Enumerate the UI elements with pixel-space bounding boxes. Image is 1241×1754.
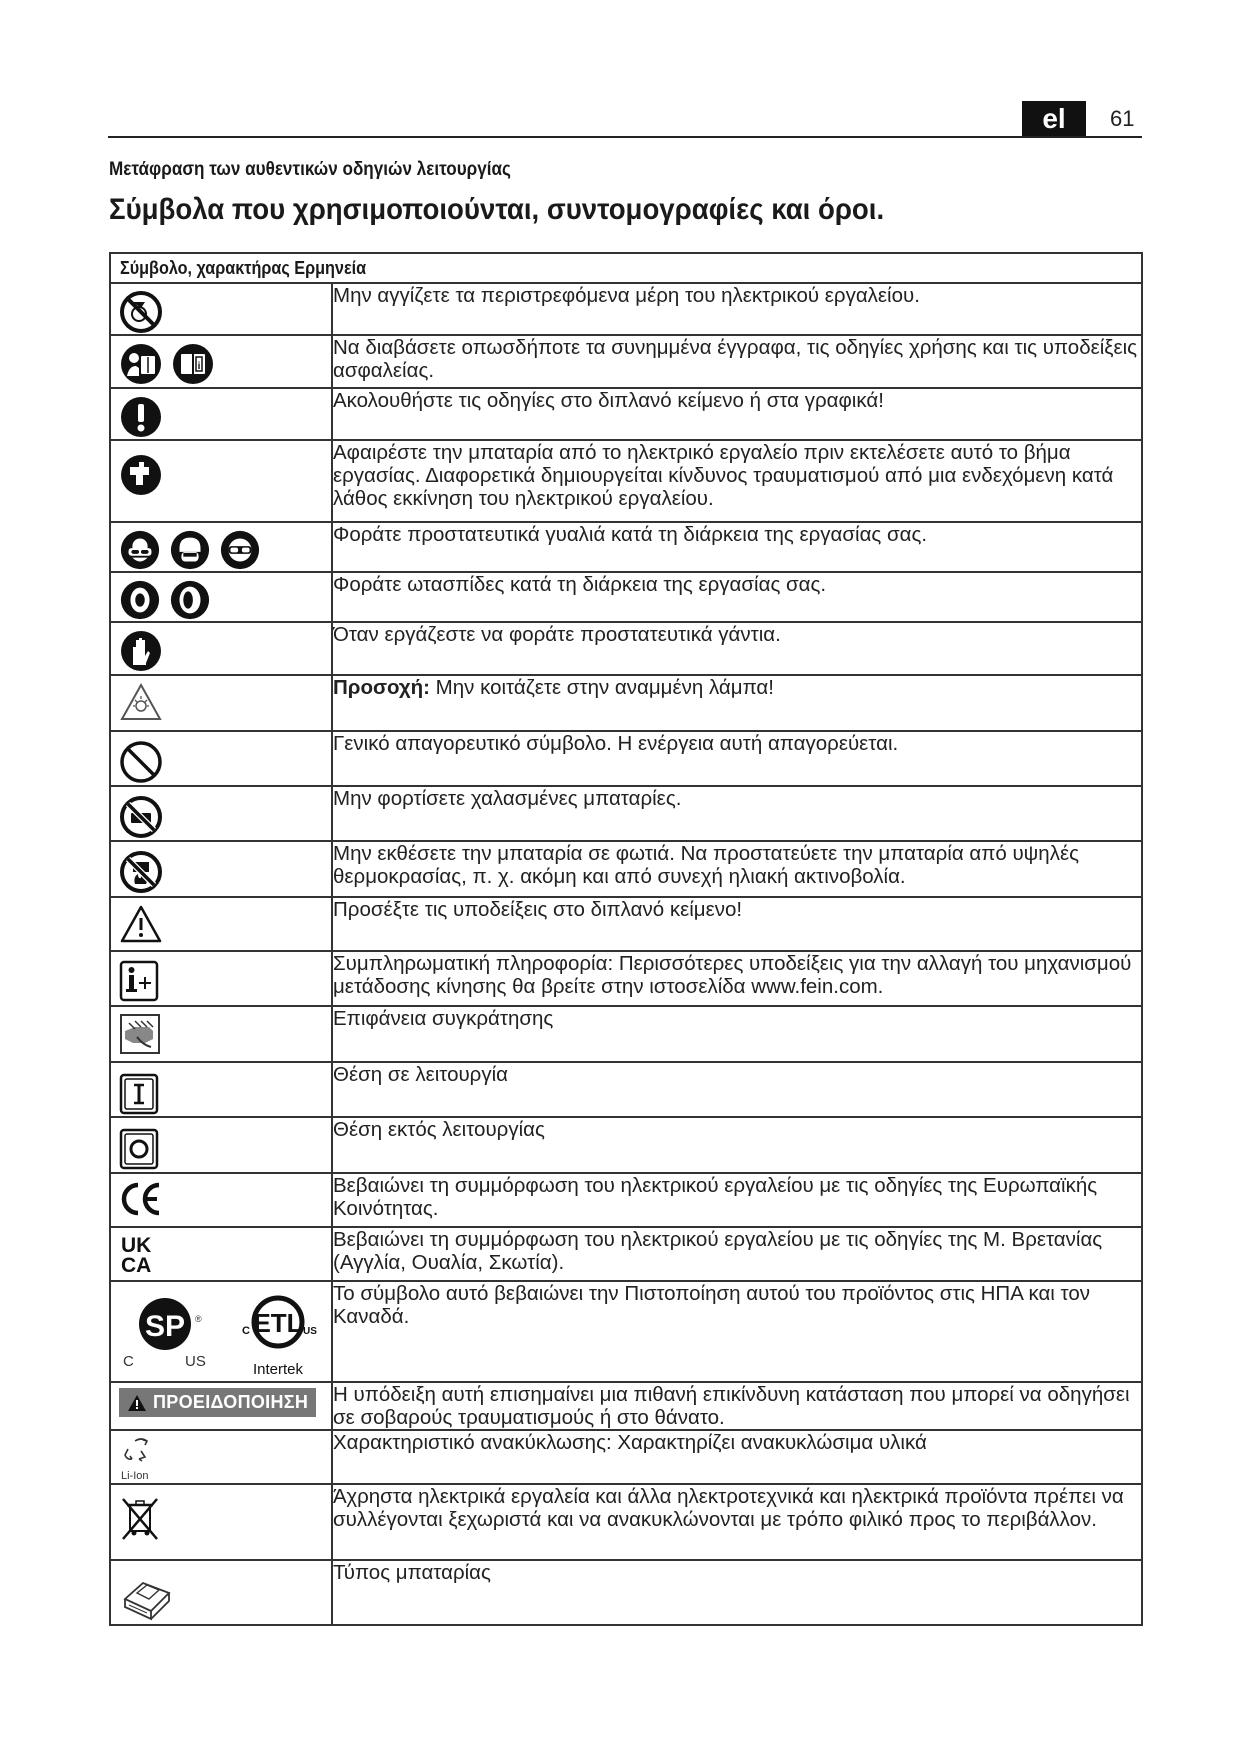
no-fire-battery-icon: [119, 850, 163, 894]
table-row: [110, 1560, 1142, 1625]
svg-text:C: C: [242, 1325, 250, 1337]
etl-mark-icon: [233, 1290, 323, 1380]
row-description: Το σύμβολο αυτό βεβαιώνει την Πιστοποίηση αυτού του προϊόντος στις ΗΠΑ και τον Καναδά.: [332, 1281, 1142, 1382]
grip-surface-icon: [119, 1013, 161, 1055]
face-shield-icon: [169, 529, 211, 571]
page-title: Σύμβολα που χρησιμοποιούνται, συντομογραφίες και όροι.: [109, 193, 885, 226]
row-description: Φοράτε προστατευτικά γυαλιά κατά τη διάρκεια της εργασίας σας.: [332, 522, 1142, 572]
table-row: [110, 1382, 1142, 1430]
table-row: [110, 1227, 1142, 1281]
table-row: [110, 388, 1142, 440]
table-row: [110, 786, 1142, 841]
prohibition-icon: [119, 740, 163, 784]
table-row: [110, 897, 1142, 951]
row-description: Συμπληρωματική πληροφορία: Περισσότερες υποδείξεις για την αλλαγή του μηχανισμού μετάδοσης κίνησης θα βρείτε στην ιστοσελίδα www.fein.com.: [332, 951, 1142, 1006]
table-row: [110, 522, 1142, 572]
row-description: Μην εκθέσετε την μπαταρία σε φωτιά. Να προστατεύετε την μπαταρία από υψηλές θερμοκρασίας, π. χ. ακόμη και από συνεχή ηλιακή ακτινοβολία.: [332, 841, 1142, 897]
table-row: [110, 1062, 1142, 1117]
table-row: [110, 951, 1142, 1006]
svg-text:SP: SP: [144, 1310, 186, 1343]
page-number: 61: [1110, 106, 1135, 131]
row-description: Θέση εκτός λειτουργίας: [332, 1117, 1142, 1173]
row-description: Γενικό απαγορευτικό σύμβολο. Η ενέργεια αυτή απαγορεύεται.: [332, 731, 1142, 786]
warning-label-icon: ΠΡΟΕΙΔΟΠΟΙΗΣΗ: [119, 1388, 316, 1417]
ear-muffs-icon: [169, 579, 211, 621]
row-description: Η υπόδειξη αυτή επισημαίνει μια πιθανή επικίνδυνη κατάσταση που μπορεί να οδηγήσει σε σοβαρούς τραυματισμούς ή στο θάνατο.: [332, 1382, 1142, 1430]
goggles-icon: [119, 529, 161, 571]
table-row: [110, 1173, 1142, 1227]
weee-bin-icon: [119, 1495, 161, 1543]
table-header-row: [110, 253, 1142, 283]
safety-glasses-icon: [219, 529, 261, 571]
table-row: [110, 841, 1142, 897]
info-plus-icon: [119, 960, 159, 1002]
table-row: [110, 1430, 1142, 1484]
manual-icon: [171, 342, 215, 386]
table-row: [110, 1006, 1142, 1062]
row-description: Φοράτε ωτασπίδες κατά τη διάρκεια της εργασίας σας.: [332, 572, 1142, 622]
row-description: Μην φορτίσετε χαλασμένες μπαταρίες.: [332, 786, 1142, 841]
no-touch-rotating-parts-icon: [119, 290, 163, 334]
svg-text:®: ®: [195, 1314, 202, 1324]
read-documents-icon: [119, 342, 163, 386]
exclamation-icon: [119, 395, 163, 439]
row-description: Αφαιρέστε την μπαταρία από το ηλεκτρικό εργαλείο πριν εκτελέσετε αυτό το βήμα εργασίας. Διαφορετικά δημιουργείται κίνδυνος τραυματισμού από μια ενδεχόμενη κατά λάθος εκκίνηση του ηλεκτρικού εργαλείου.: [332, 440, 1142, 522]
ce-mark-icon: [119, 1180, 163, 1218]
switch-on-icon: [119, 1073, 159, 1115]
row-description: Βεβαιώνει τη συμμόρφωση του ηλεκτρικού εργαλείου με τις οδηγίες της Μ. Βρετανίας (Αγγλία, Ουαλία, Σκωτία).: [332, 1227, 1142, 1281]
row-description: Χαρακτηριστικό ανακύκλωσης: Χαρακτηρίζει ανακυκλώσιμα υλικά: [332, 1430, 1142, 1484]
row-description: Μην αγγίζετε τα περιστρεφόμενα μέρη του ηλεκτρικού εργαλείου.: [332, 283, 1142, 335]
row-description: Όταν εργάζεστε να φοράτε προστατευτικά γάντια.: [332, 622, 1142, 675]
table-row: [110, 572, 1142, 622]
table-row: [110, 1484, 1142, 1560]
svg-text:UK: UK: [121, 1234, 152, 1257]
gloves-icon: [119, 629, 163, 673]
svg-text:US: US: [185, 1353, 206, 1370]
lamp-warning-icon: [119, 682, 163, 722]
table-row: [110, 731, 1142, 786]
symbols-table: [109, 252, 1143, 1626]
ukca-mark-icon: [119, 1232, 159, 1276]
svg-text:US: US: [303, 1326, 317, 1337]
battery-pack-icon: [119, 1569, 175, 1623]
row-description: Θέση σε λειτουργία: [332, 1062, 1142, 1117]
no-charge-damaged-battery-icon: [119, 795, 163, 839]
language-badge: el: [1022, 101, 1086, 136]
svg-text:C: C: [123, 1353, 134, 1370]
row-description: Άχρηστα ηλεκτρικά εργαλεία και άλλα ηλεκτροτεχνικά και ηλεκτρικά προϊόντα πρέπει να συλλέγονται ξεχωριστά και να ανακυκλώνονται με τρόπο φιλικό προς το περιβάλλον.: [332, 1484, 1142, 1560]
svg-text:i: i: [197, 361, 201, 372]
row-description: Επιφάνεια συγκράτησης: [332, 1006, 1142, 1062]
header-rule: [108, 136, 1142, 138]
svg-text:CA: CA: [121, 1254, 152, 1276]
table-header: Σύμβολο, χαρακτήρας Ερμηνεία: [110, 253, 1142, 283]
table-row: [110, 675, 1142, 731]
csa-mark-icon: [119, 1290, 219, 1372]
document-subtitle: Μετάφραση των αυθεντικών οδηγιών λειτουργίας: [109, 159, 511, 180]
ear-protection-icon: [119, 579, 161, 621]
table-row: [110, 335, 1142, 388]
row-description: Προσοχή: Μην κοιτάζετε στην αναμμένη λάμπα!: [332, 675, 1142, 731]
table-row: [110, 440, 1142, 522]
table-row: [110, 283, 1142, 335]
table-row: [110, 1281, 1142, 1382]
row-description: Να διαβάσετε οπωσδήποτε τα συνημμένα έγγραφα, τις οδηγίες χρήσης και τις υποδείξεις ασφαλείας.: [332, 335, 1142, 388]
warning-triangle-icon: [119, 904, 163, 944]
remove-battery-icon: [119, 453, 163, 497]
svg-text:ETL: ETL: [253, 1308, 303, 1338]
row-description: Βεβαιώνει τη συμμόρφωση του ηλεκτρικού εργαλείου με τις οδηγίες της Ευρωπαϊκής Κοινότητας.: [332, 1173, 1142, 1227]
row-description: Τύπος μπαταρίας: [332, 1560, 1142, 1625]
switch-off-icon: [119, 1128, 159, 1170]
row-description: Προσέξτε τις υποδείξεις στο διπλανό κείμενο!: [332, 897, 1142, 951]
table-row: [110, 622, 1142, 675]
svg-text:Intertek: Intertek: [252, 1361, 304, 1378]
row-description: Ακολουθήστε τις οδηγίες στο διπλανό κείμενο ή στα γραφικά!: [332, 388, 1142, 440]
li-ion-recycling-icon: [119, 1435, 163, 1483]
table-row: [110, 1117, 1142, 1173]
svg-text:Li-Ion: Li-Ion: [121, 1470, 149, 1482]
